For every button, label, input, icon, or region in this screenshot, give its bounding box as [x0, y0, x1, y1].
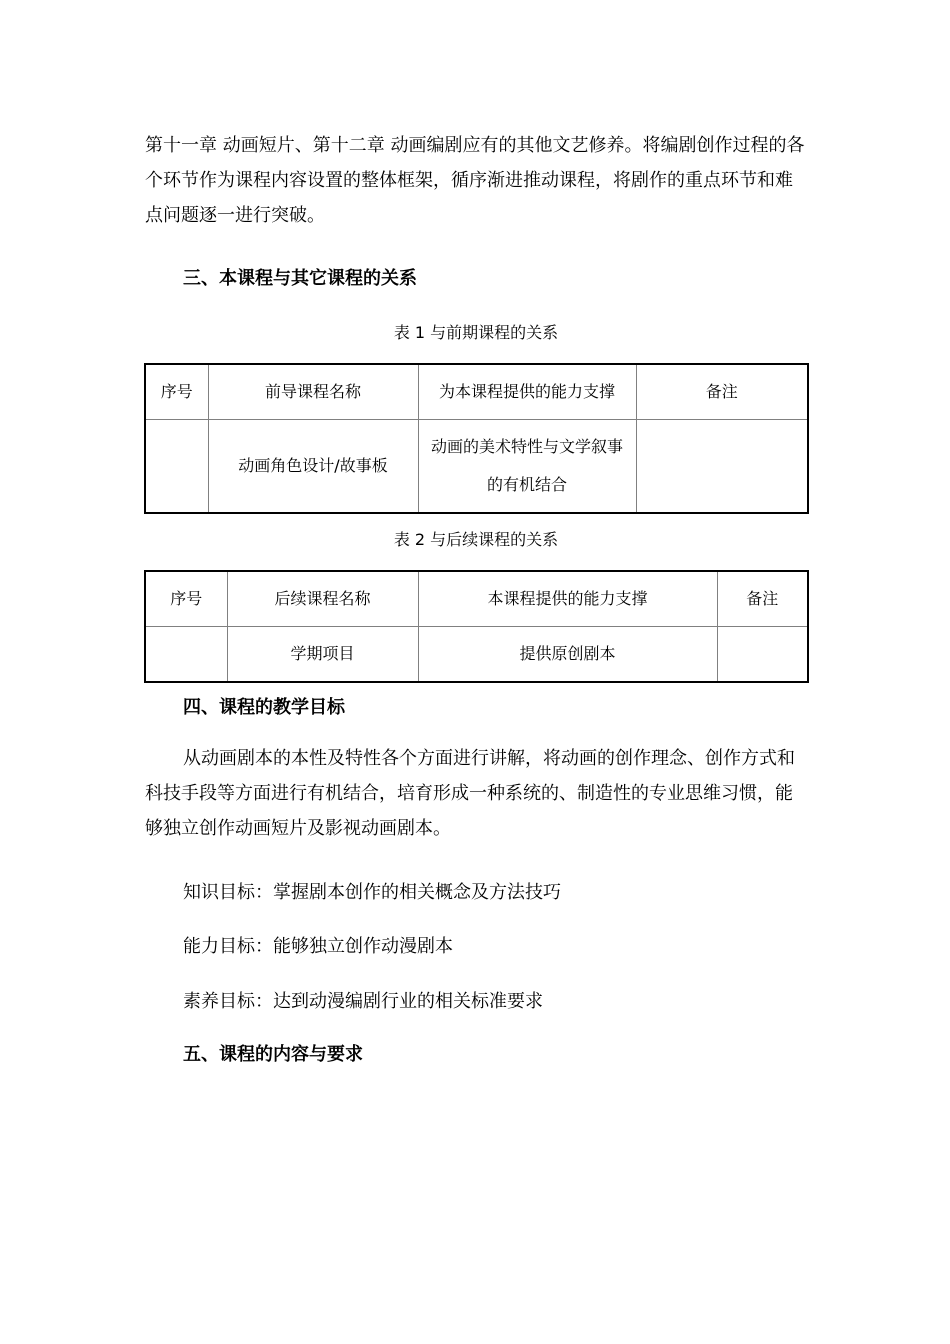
table-cell	[145, 627, 227, 683]
table-1-prior-courses	[144, 363, 809, 514]
section-3-heading: 三、本课程与其它课程的关系	[183, 268, 417, 289]
table-header-cell: 序号	[145, 364, 208, 420]
table-cell: 学期项目	[227, 627, 418, 683]
table-header-cell: 为本课程提供的能力支撑	[418, 364, 636, 420]
goal-literacy: 素养目标：达到动漫编剧行业的相关标准要求	[183, 991, 543, 1012]
table-header-cell: 备注	[717, 571, 808, 627]
table-2-caption: 表 2 与后续课程的关系	[393, 530, 559, 549]
section-4-heading: 四、课程的教学目标	[183, 697, 345, 718]
goal-ability: 能力目标：能够独立创作动漫剧本	[183, 936, 453, 957]
section-4-paragraph: 从动画剧本的本性及特性各个方面进行讲解，将动画的创作理念、创作方式和科技手段等方面进行有机结合，培育形成一种系统的、制造性的专业思维习惯，能够独立创作动画短片及影视动画剧本。	[145, 748, 795, 839]
table-header-cell: 前导课程名称	[208, 364, 418, 420]
table-cell: 提供原创剧本	[418, 627, 717, 683]
table-header-cell: 本课程提供的能力支撑	[418, 571, 717, 627]
table-header-cell: 备注	[636, 364, 808, 420]
section-5-heading: 五、课程的内容与要求	[183, 1044, 363, 1065]
table-cell	[717, 627, 808, 683]
goal-knowledge: 知识目标：掌握剧本创作的相关概念及方法技巧	[183, 882, 561, 903]
table-1-caption: 表 1 与前期课程的关系	[393, 323, 559, 342]
table-cell: 动画的美术特性与文学叙事的有机结合	[418, 420, 636, 514]
table-cell: 动画角色设计/故事板	[208, 420, 418, 514]
table-header-row	[145, 571, 808, 627]
table-header-cell: 后续课程名称	[227, 571, 418, 627]
table-2-subsequent-courses	[144, 570, 809, 683]
table-header-cell: 序号	[145, 571, 227, 627]
intro-paragraph: 第十一章 动画短片、第十二章 动画编剧应有的其他文艺修养。将编剧创作过程的各个环节作为课程内容设置的整体框架，循序渐进推动课程，将剧作的重点环节和难点问题逐一进行突破。	[145, 135, 805, 226]
table-cell	[145, 420, 208, 514]
table-row	[145, 420, 808, 514]
table-cell	[636, 420, 808, 514]
table-row	[145, 627, 808, 683]
table-header-row	[145, 364, 808, 420]
